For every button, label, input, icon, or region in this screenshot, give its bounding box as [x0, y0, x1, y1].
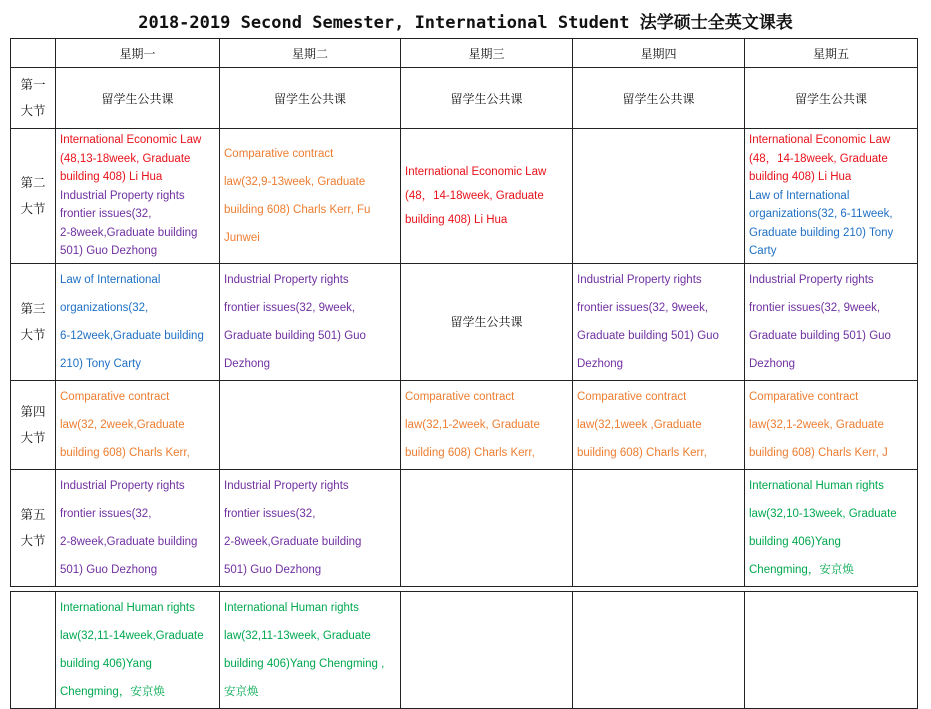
period-label-line: 大节	[20, 532, 46, 548]
header-row	[11, 39, 918, 68]
empty-cell	[401, 591, 573, 708]
period-row-3	[11, 263, 918, 380]
course-cell: Comparative contract law(32, 2week,Graduate building 608) Charls Kerr,	[56, 380, 220, 469]
course-entry: Law of International organizations(32, 6-11week, Graduate building 210) Tony Carty	[749, 189, 894, 257]
period-label-line: 第三	[20, 300, 46, 316]
period-label-line: 第四	[20, 403, 46, 419]
course-cell: Industrial Property rights frontier issues(32, 2-8week,Graduate building 501) Guo Dezhong	[220, 469, 401, 586]
course-entry: International Economic Law (48，14-18week, Graduate building 408) Li Hua	[749, 134, 891, 183]
period-label-4	[11, 380, 56, 469]
course-cell: Industrial Property rights frontier issues(32, 9week, Graduate building 501) Guo Dezhong	[745, 263, 918, 380]
public-course-cell: 留学生公共课	[220, 68, 401, 129]
course-cell	[220, 129, 401, 264]
period-label-2	[11, 129, 56, 264]
day-header-wed: 星期三	[401, 39, 573, 68]
period-row-5	[11, 469, 918, 586]
empty-cell	[401, 469, 573, 586]
course-cell: Industrial Property rights frontier issues(32, 2-8week,Graduate building 501) Guo Dezhong	[56, 469, 220, 586]
period-row-1	[11, 68, 918, 129]
course-cell: Comparative contract law(32,1week ,Graduate building 608) Charls Kerr,	[573, 380, 745, 469]
period-label-empty	[11, 591, 56, 708]
course-entry: Comparative contract law(32,9-13week, Graduate building 608) Charls Kerr, Fu Junwei	[224, 147, 371, 244]
course-cell	[401, 129, 573, 264]
period-label-3	[11, 263, 56, 380]
public-course-cell: 留学生公共课	[56, 68, 220, 129]
course-cell	[745, 129, 918, 264]
course-cell: Industrial Property rights frontier issues(32, 9week, Graduate building 501) Guo Dezhong	[220, 263, 401, 380]
empty-cell	[573, 591, 745, 708]
period-row-6	[11, 591, 918, 708]
period-label-line: 第二	[20, 174, 46, 190]
course-cell	[56, 129, 220, 264]
course-entry: International Economic Law (48，14-18week, Graduate building 408) Li Hua	[405, 165, 547, 226]
period-row-2	[11, 129, 918, 264]
public-course-cell: 留学生公共课	[401, 68, 573, 129]
period-row-4	[11, 380, 918, 469]
period-label-line: 大节	[20, 103, 46, 118]
course-entry: Industrial Property rights frontier issues(32, 2-8week,Graduate building 501) Guo Dezhong	[60, 189, 198, 257]
day-header-tue: 星期二	[220, 39, 401, 68]
day-header-fri: 星期五	[745, 39, 918, 68]
empty-cell	[573, 129, 745, 264]
empty-cell	[220, 380, 401, 469]
course-entry: International Economic Law (48,13-18week, Graduate building 408) Li Hua	[60, 134, 202, 183]
corner-cell	[11, 39, 56, 68]
public-course-cell: 留学生公共课	[573, 68, 745, 129]
public-course-cell: 留学生公共课	[745, 68, 918, 129]
course-cell: International Human rights law(32,10-13week, Graduate building 406)Yang Chengming，安京焕	[745, 469, 918, 586]
course-cell: Industrial Property rights frontier issues(32, 9week, Graduate building 501) Guo Dezhong	[573, 263, 745, 380]
day-header-thu: 星期四	[573, 39, 745, 68]
day-header-mon: 星期一	[56, 39, 220, 68]
period-label-line: 第五	[20, 506, 46, 522]
period-label-line: 大节	[20, 200, 46, 216]
page-title: 2018-2019 Second Semester, International Student 法学硕士全英文课表	[138, 13, 793, 33]
period-label-1	[11, 68, 56, 129]
course-cell: International Human rights law(32,11-14week,Graduate building 406)Yang Chengming，安京焕	[56, 591, 220, 708]
period-label-line: 大节	[20, 429, 46, 445]
timetable	[10, 38, 918, 709]
public-course-cell: 留学生公共课	[401, 263, 573, 380]
course-cell: Comparative contract law(32,1-2week, Graduate building 608) Charls Kerr, J	[745, 380, 918, 469]
course-cell: Comparative contract law(32,1-2week, Graduate building 608) Charls Kerr,	[401, 380, 573, 469]
period-label-line: 大节	[20, 326, 46, 342]
period-label-5	[11, 469, 56, 586]
course-cell: International Human rights law(32,11-13week, Graduate building 406)Yang Chengming , 安京焕	[220, 591, 401, 708]
empty-cell	[745, 591, 918, 708]
course-cell: Law of International organizations(32, 6-12week,Graduate building 210) Tony Carty	[56, 263, 220, 380]
period-label-line: 第一	[20, 77, 46, 92]
empty-cell	[573, 469, 745, 586]
